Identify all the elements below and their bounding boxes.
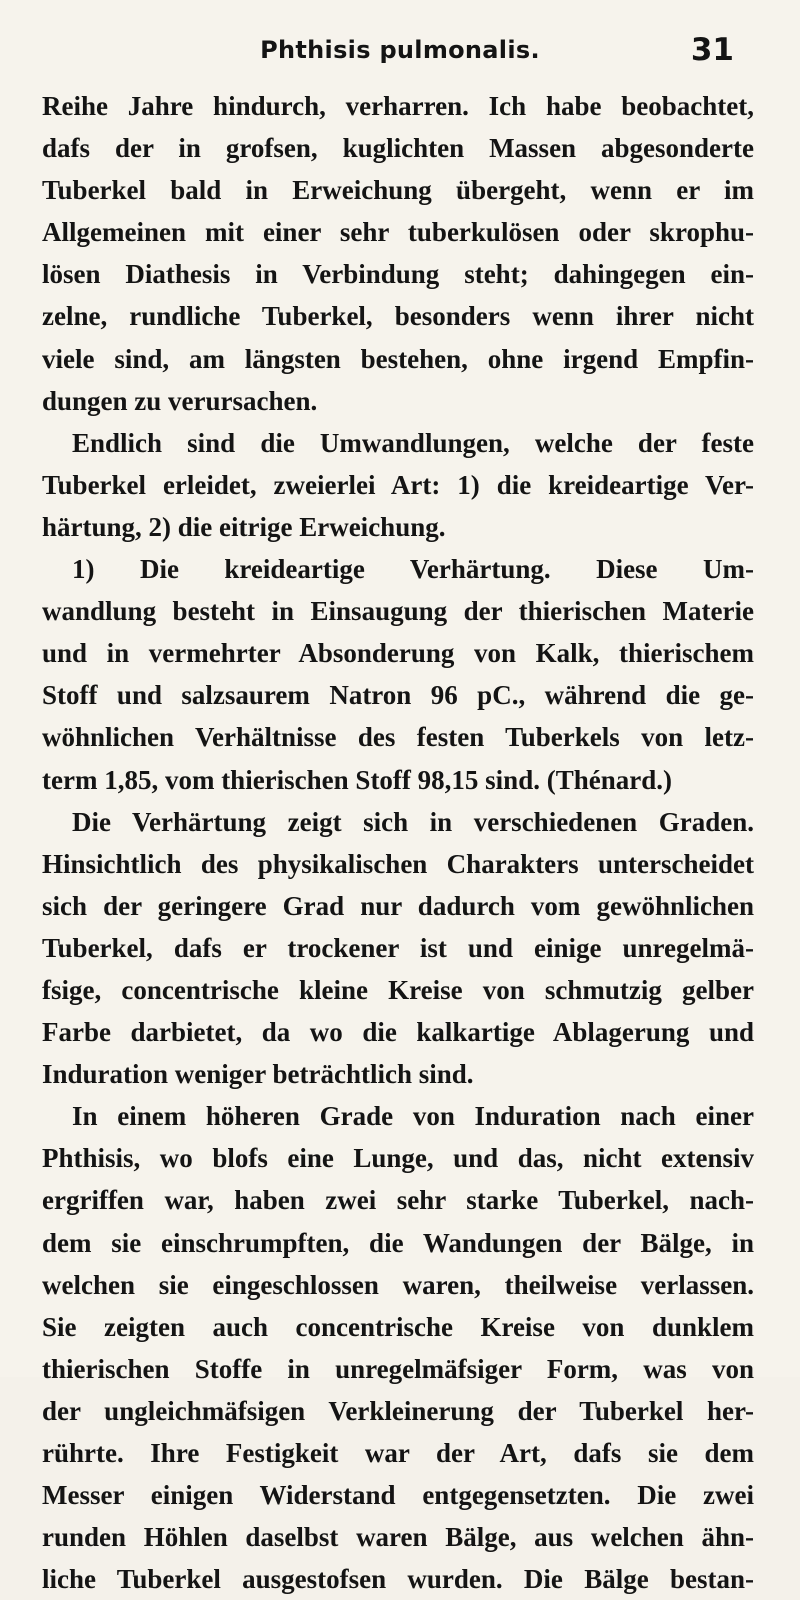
- text-line: Phthisis, wo blofs eine Lunge, und das, nicht extensiv: [42, 1143, 754, 1174]
- text-line: term 1,85, vom thierischen Stoff 98,15 sind. (Thénard.): [42, 764, 672, 795]
- text-line: dafs der in grofsen, kuglichten Massen abgesonderte: [42, 133, 754, 164]
- text-line: Farbe darbietet, da wo die kalkartige Ablagerung und: [42, 1017, 754, 1048]
- text-line: härtung, 2) die eitrige Erweichung.: [42, 511, 446, 542]
- text-line: Hinsichtlich des physikalischen Charakters unterscheidet: [42, 848, 754, 879]
- text-line: Messer einigen Widerstand entgegensetzten. Die zwei: [42, 1480, 754, 1511]
- text-line: wandlung besteht in Einsaugung der thierischen Materie: [42, 596, 754, 627]
- text-line: Tuberkel erleidet, zweierlei Art: 1) die kreideartige Ver-: [42, 469, 754, 500]
- text-line: fsige, concentrische kleine Kreise von schmutzig gelber: [42, 974, 754, 1005]
- text-line: der ungleichmäfsigen Verkleinerung der Tuberkel her-: [42, 1395, 754, 1426]
- text-line: thierischen Stoffe in unregelmäfsiger Form, was von: [42, 1353, 754, 1384]
- running-title: Phthisis pulmonalis.: [260, 36, 540, 64]
- text-line: zelne, rundliche Tuberkel, besonders wenn ihrer nicht: [42, 301, 754, 332]
- text-line: Tuberkel bald in Erweichung übergeht, wenn er im: [42, 175, 754, 206]
- text-line: Die Verhärtung zeigt sich in verschiedenen Graden.: [72, 806, 754, 837]
- text-line: liche Tuberkel ausgestofsen wurden. Die Bälge bestan-: [42, 1564, 754, 1595]
- text-line: dungen zu verursachen.: [42, 385, 318, 416]
- text-line: wöhnlichen Verhältnisse des festen Tuberkels von letz-: [42, 722, 754, 753]
- text-line: Induration weniger beträchtlich sind.: [42, 1059, 474, 1090]
- body-text: [42, 85, 754, 1600]
- text-line: runden Höhlen daselbst waren Bälge, aus welchen ähn-: [42, 1522, 754, 1553]
- text-line: lösen Diathesis in Verbindung steht; dahingegen ein-: [42, 259, 754, 290]
- text-line: Reihe Jahre hindurch, verharren. Ich habe beobachtet,: [42, 91, 754, 121]
- text-line: In einem höheren Grade von Induration nach einer: [72, 1101, 754, 1132]
- text-line: Stoff und salzsaurem Natron 96 pC., während die ge-: [42, 680, 754, 711]
- text-line: ergriffen war, haben zwei sehr starke Tuberkel, nach-: [42, 1185, 754, 1216]
- text-line: Allgemeinen mit einer sehr tuberkulösen oder skrophu-: [42, 217, 754, 248]
- text-line: Tuberkel, dafs er trockener ist und einige unregelmä-: [42, 932, 754, 963]
- text-line: sich der geringere Grad nur dadurch vom gewöhnlichen: [42, 890, 754, 921]
- text-line: dem sie einschrumpften, die Wandungen der Bälge, in: [42, 1227, 754, 1258]
- text-line: viele sind, am längsten bestehen, ohne irgend Empfin-: [42, 343, 754, 374]
- text-line: Sie zeigten auch concentrische Kreise von dunklem: [42, 1311, 754, 1342]
- text-line: 1) Die kreideartige Verhärtung. Diese Um-: [72, 554, 754, 585]
- text-line: und in vermehrter Absonderung von Kalk, thierischem: [42, 638, 754, 669]
- text-line: welchen sie eingeschlossen waren, theilweise verlassen.: [42, 1269, 754, 1300]
- page-header: [40, 32, 760, 76]
- text-line: Endlich sind die Umwandlungen, welche der feste: [72, 427, 754, 458]
- page-number: 31: [690, 32, 734, 68]
- text-line: rührte. Ihre Festigkeit war der Art, dafs sie dem: [42, 1438, 754, 1468]
